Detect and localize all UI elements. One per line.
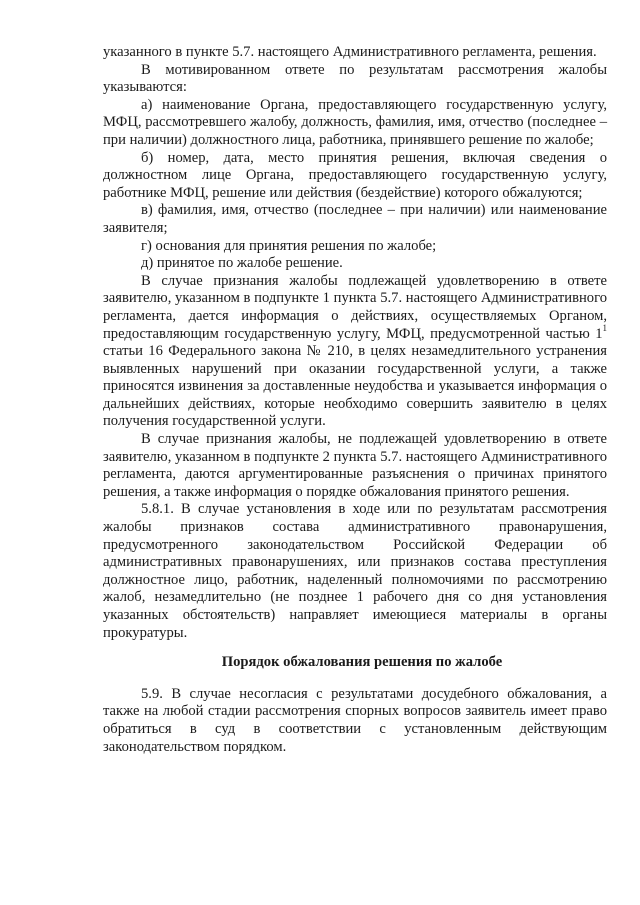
list-item-d: д) принятое по жалобе решение. (141, 255, 343, 272)
paragraph-complaint-rejected: В случае признания жалобы, не подлежащей удовлетворению в ответе заявителю, указанном в подпункте 2 пункта 5.7. настоящего Административного регламента, даются аргументированные разъяснения о причинах принятого решения, а также информация о порядке обжалования принятого решения. (103, 431, 607, 500)
paragraph-complaint-satisfied-part2: статьи 16 Федерального закона № 210, в целях незамедлительного устранения выявленных нарушений при оказании государственной услуги, а также приносятся извинения за доставленные неудобства и указывается информация о дальнейших действиях, которые необходимо совершить заявителю в целях получения государственной услуги. (103, 343, 607, 430)
list-item-v: в) фамилия, имя, отчество (последнее – при наличии) или наименование заявителя; (103, 202, 607, 236)
paragraph-continuation: указанного в пункте 5.7. настоящего Административного регламента, решения. (103, 44, 597, 60)
list-item-a: а) наименование Органа, предоставляющего государственную услугу, МФЦ, рассмотревшего жалобу, должность, фамилия, имя, отчество (последнее – при наличии) должностного лица, работника, принявшего решение по жалобе; (103, 96, 607, 148)
document-page (103, 44, 607, 756)
paragraph-complaint-satisfied (103, 273, 607, 431)
paragraph-5-9: 5.9. В случае несогласия с результатами досудебного обжалования, а также на любой стадии рассмотрения спорных вопросов заявитель имеет право обратиться в суд в соответствии с установленным действующим законодательством порядком. (103, 685, 607, 755)
paragraph-reasoned-answer: В мотивированном ответе по результатам рассмотрения жалобы указываются: (103, 61, 607, 96)
paragraph-5-8-1: 5.8.1. В случае установления в ходе или по результатам рассмотрения жалобы признаков состава административного правонарушения, предусмотренного законодательством Российской Федерации об административных правонарушениях, или признаков состава преступления должностное лицо, работник, наделенный полномочиями по рассмотрению жалоб, незамедлительно (не позднее 1 рабочего дня со дня установления указанных обстоятельств) направляет имеющиеся материалы в органы прокуратуры. (103, 501, 607, 641)
section-heading: Порядок обжалования решения по жалобе (221, 654, 503, 671)
footnote-superscript: 1 (602, 322, 607, 333)
list-item-b: б) номер, дата, место принятия решения, включая сведения о должностном лице Органа, предоставляющего государственную услугу, работнике МФЦ, решение или действия (бездействие) которого обжалуются; (103, 149, 607, 201)
list-item-g: г) основания для принятия решения по жалобе; (141, 237, 437, 254)
paragraph-complaint-satisfied-part1: В случае признания жалобы подлежащей удовлетворению в ответе заявителю, указанном в подпункте 1 пункта 5.7. настоящего Административного регламента, дается информация о действиях, осуществляемых Органом, предоставляющим государственную услугу, МФЦ, предусмотренной частью 1 (103, 272, 607, 342)
